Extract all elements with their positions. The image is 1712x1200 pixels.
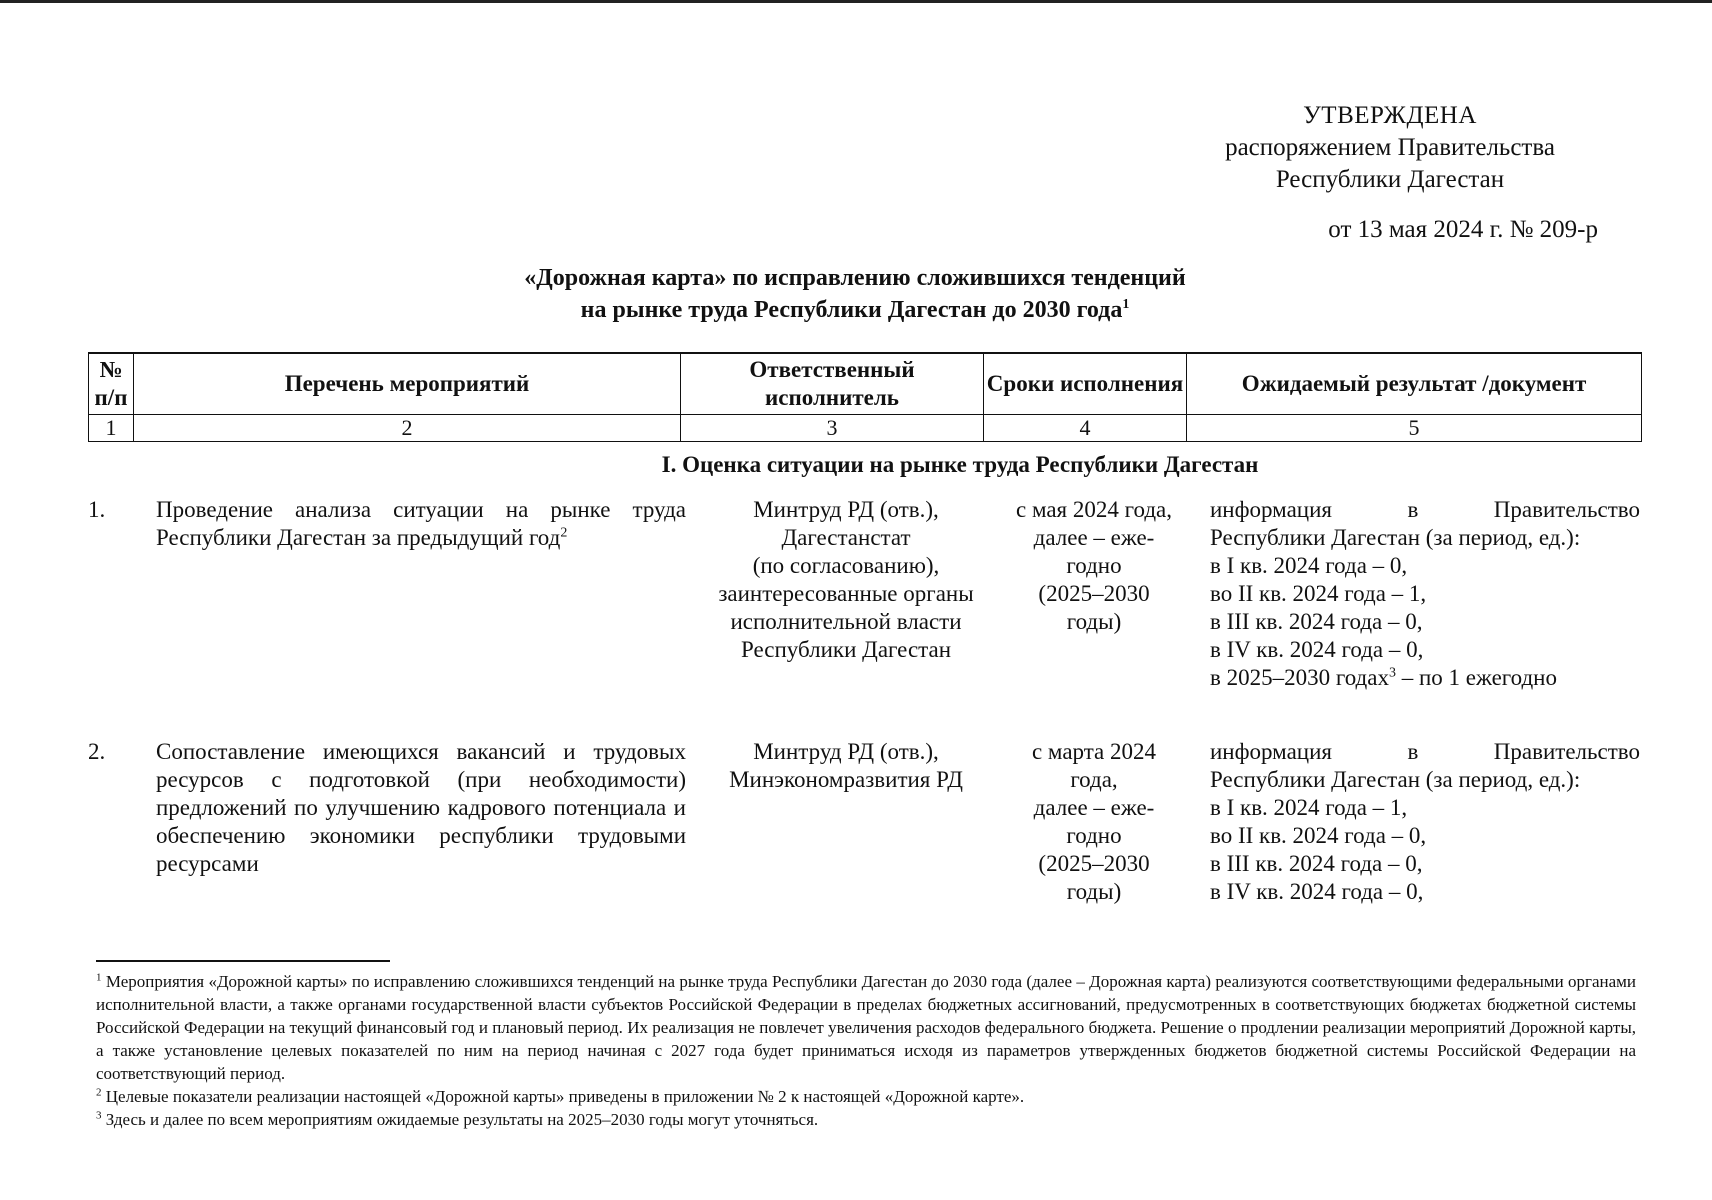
header-activities: Перечень мероприятий	[134, 353, 681, 415]
title-footnote-mark: 1	[1122, 297, 1130, 312]
column-number: 3	[681, 415, 984, 442]
footnote-mark: 3	[1388, 665, 1396, 681]
approval-heading: УТВЕРЖДЕНА	[1303, 102, 1477, 129]
header-terms: Сроки исполнения	[984, 353, 1187, 415]
approval-stamp	[1180, 100, 1600, 196]
document-title	[300, 262, 1410, 326]
section-title: I. Оценка ситуации на рынке труда Республики Дагестан	[661, 452, 1259, 477]
header-executor: Ответственный исполнитель	[681, 353, 984, 415]
row-number: 2.	[88, 739, 106, 764]
table-header	[88, 352, 1642, 442]
footnote: $^1$ Мероприятия «Дорожной карты» по исправлению сложившихся тенденций на рынке труда Республики Дагестан до 2030 года (далее – Дорожная карта) реализуются соответствующими федеральными органами исполнительной власти, а также органами государственной власти субъектов Российской Федерации в пределах бюджетных ассигнований, предусмотренных в соответствующих бюджетах бюджетной системы Российской Федерации на текущий финансовый год и плановый период. Их реализация не повлечет увеличения расходов федерального бюджета. Решение о продлении реализации мероприятий Дорожной карты, а также установление целевых показателей по ним на период начиная с 2027 года будет приниматься исходя из параметров утвержденных бюджетов бюджетной системы Российской Федерации на соответствующий период.	[96, 971, 1637, 1083]
column-number: 4	[984, 415, 1187, 442]
header-result: Ожидаемый результат /документ	[1187, 353, 1642, 415]
row-result: информация в Правительство Республики Дагестан (за период, ед.): в I кв. 2024 года – 0, во II кв. 2024 года – 1, в III кв. 2024 года – 0, в IV кв. 2024 года – 0, в 2025–2030 годах$^3$ – по 1 ежегодно	[1210, 497, 1640, 690]
row-activity: Сопоставление имеющихся вакансий и трудовых ресурсов с подготовкой (при необходимости) предложений по улучшению кадрового потенциала и обеспечению экономики республики трудовыми ресурсами	[156, 739, 686, 876]
column-number: 1	[89, 415, 134, 442]
title-line-2: на рынке труда Республики Дагестан до 2030 года$^1$	[580, 297, 1130, 323]
approval-date: от 13 мая 2024 г. № 209-р	[1328, 216, 1598, 243]
row-result: информация в Правительство Республики Дагестан (за период, ед.): в I кв. 2024 года – 1, во II кв. 2024 года – 0, в III кв. 2024 года – 0, в IV кв. 2024 года – 0,	[1210, 739, 1640, 904]
row-terms: с марта 2024 года, далее – еже- годно (2025–2030 годы)	[1031, 739, 1157, 904]
approval-line-1: распоряжением Правительства	[1225, 134, 1555, 161]
header-num: № п/п	[89, 353, 134, 415]
column-number: 5	[1187, 415, 1642, 442]
footnote-separator	[96, 960, 390, 962]
approval-line-2: Республики Дагестан	[1275, 166, 1505, 193]
scan-top-edge	[0, 0, 1712, 3]
footnote-mark: 2	[560, 525, 568, 541]
row-executor: Минтруд РД (отв.), Дагестанстат (по согласованию), заинтересованные органы исполнительной власти Республики Дагестан	[718, 497, 974, 662]
footnote: $^2$ Целевые показатели реализации настоящей «Дорожной карты» приведены в приложении № 2 к настоящей «Дорожной карте».	[96, 1086, 1025, 1106]
row-activity: Проведение анализа ситуации на рынке труда Республики Дагестан за предыдущий год$^2$	[156, 497, 686, 550]
column-number: 2	[134, 415, 681, 442]
footnote: $^3$ Здесь и далее по всем мероприятиям ожидаемые результаты на 2025–2030 годы могут уточняться.	[96, 1109, 819, 1129]
row-number: 1.	[88, 497, 106, 522]
title-line-1: «Дорожная карта» по исправлению сложившихся тенденций	[524, 265, 1186, 291]
row-terms: с мая 2024 года, далее – еже- годно (2025–2030 годы)	[1015, 497, 1172, 634]
footnotes	[96, 970, 1636, 1131]
row-executor: Минтруд РД (отв.), Минэкономразвития РД	[729, 739, 963, 792]
